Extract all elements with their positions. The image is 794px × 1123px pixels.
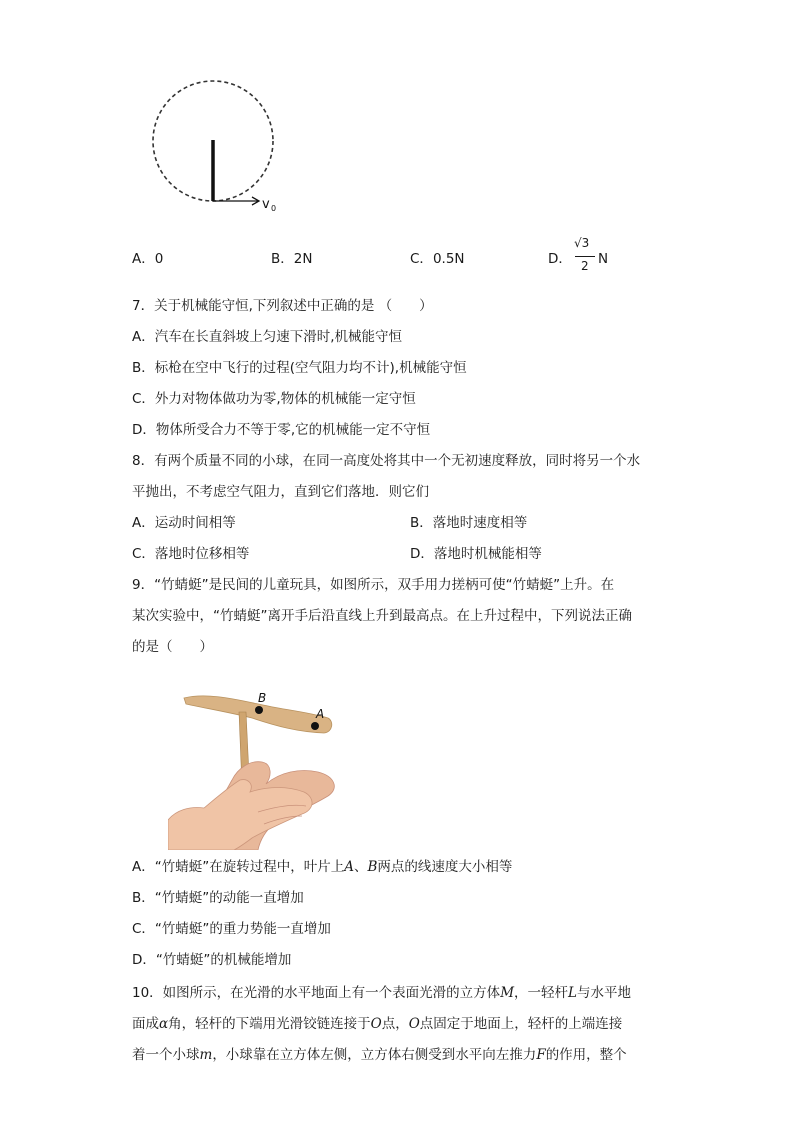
velocity-subscript: 0 (271, 204, 277, 213)
q9-stem-line3: 的是（ ） (132, 639, 213, 655)
q7-stem: 7．关于机械能守恒,下列叙述中正确的是 （ ） (132, 298, 433, 314)
q9-stem-line1: 9．“竹蜻蜓”是民间的儿童玩具，如图所示，双手用力搓柄可使“竹蜻蜓”上升。在 (132, 577, 615, 593)
q8-stem-line1: 8．有两个质量不同的小球，在同一高度处将其中一个无初速度释放，同时将另一个水 (132, 453, 641, 469)
q9-option-d: D．“竹蜻蜓”的机械能增加 (132, 952, 292, 968)
q6-option-d-numerator: √3 (574, 236, 590, 250)
q6-option-d-unit: N (598, 251, 609, 267)
q9-option-c: C．“竹蜻蜓”的重力势能一直增加 (132, 921, 331, 937)
q6-option-d-denominator: 2 (581, 259, 589, 273)
q7-option-d: D．物体所受合力不等于零,它的机械能一定不守恒 (132, 422, 431, 438)
q8-option-d: D．落地时机械能相等 (410, 546, 542, 562)
q6-option-b: B．2N (271, 251, 313, 267)
q7-option-c: C．外力对物体做功为零,物体的机械能一定守恒 (132, 391, 416, 407)
point-b-dot (255, 706, 263, 714)
q6-option-a: A．0 (132, 251, 164, 267)
q10-stem-line2: 面成α角，轻杆的下端用光滑铰链连接于O点，O点固定于地面上，轻杆的上端连接 (132, 1016, 623, 1032)
q9-stem-line2: 某次实验中，“竹蜻蜓”离开手后沿直线上升到最高点。在上升过程中，下列说法正确 (132, 608, 632, 624)
point-b-label: B (258, 691, 267, 705)
point-a-label: A (316, 707, 325, 721)
q6-option-c: C．0.5N (410, 251, 465, 267)
q8-option-a: A．运动时间相等 (132, 515, 236, 531)
q10-stem-line1: 10．如图所示，在光滑的水平地面上有一个表面光滑的立方体M，一轻杆L与水平地 (132, 985, 631, 1001)
q10-stem-line3: 着一个小球m，小球靠在立方体左侧，立方体右侧受到水平向左推力F的作用，整个 (132, 1047, 627, 1063)
q8-option-c: C．落地时位移相等 (132, 546, 250, 562)
q8-option-b: B．落地时速度相等 (410, 515, 528, 531)
point-a-dot (311, 722, 319, 730)
q9-option-b: B．“竹蜻蜓”的动能一直增加 (132, 890, 304, 906)
fraction-bar (575, 256, 595, 257)
velocity-label: v (262, 197, 270, 212)
q9-option-a: A．“竹蜻蜓”在旋转过程中，叶片上A、B两点的线速度大小相等 (132, 859, 513, 875)
bamboo-dragonfly-figure (168, 688, 344, 850)
q7-option-b: B．标枪在空中飞行的过程(空气阻力均不计),机械能守恒 (132, 360, 467, 376)
circular-motion-figure (145, 80, 295, 220)
q7-option-a: A．汽车在长直斜坡上匀速下滑时,机械能守恒 (132, 329, 403, 345)
q6-option-d: D． (548, 251, 572, 267)
q8-stem-line2: 平抛出，不考虑空气阻力，直到它们落地．则它们 (132, 484, 429, 500)
